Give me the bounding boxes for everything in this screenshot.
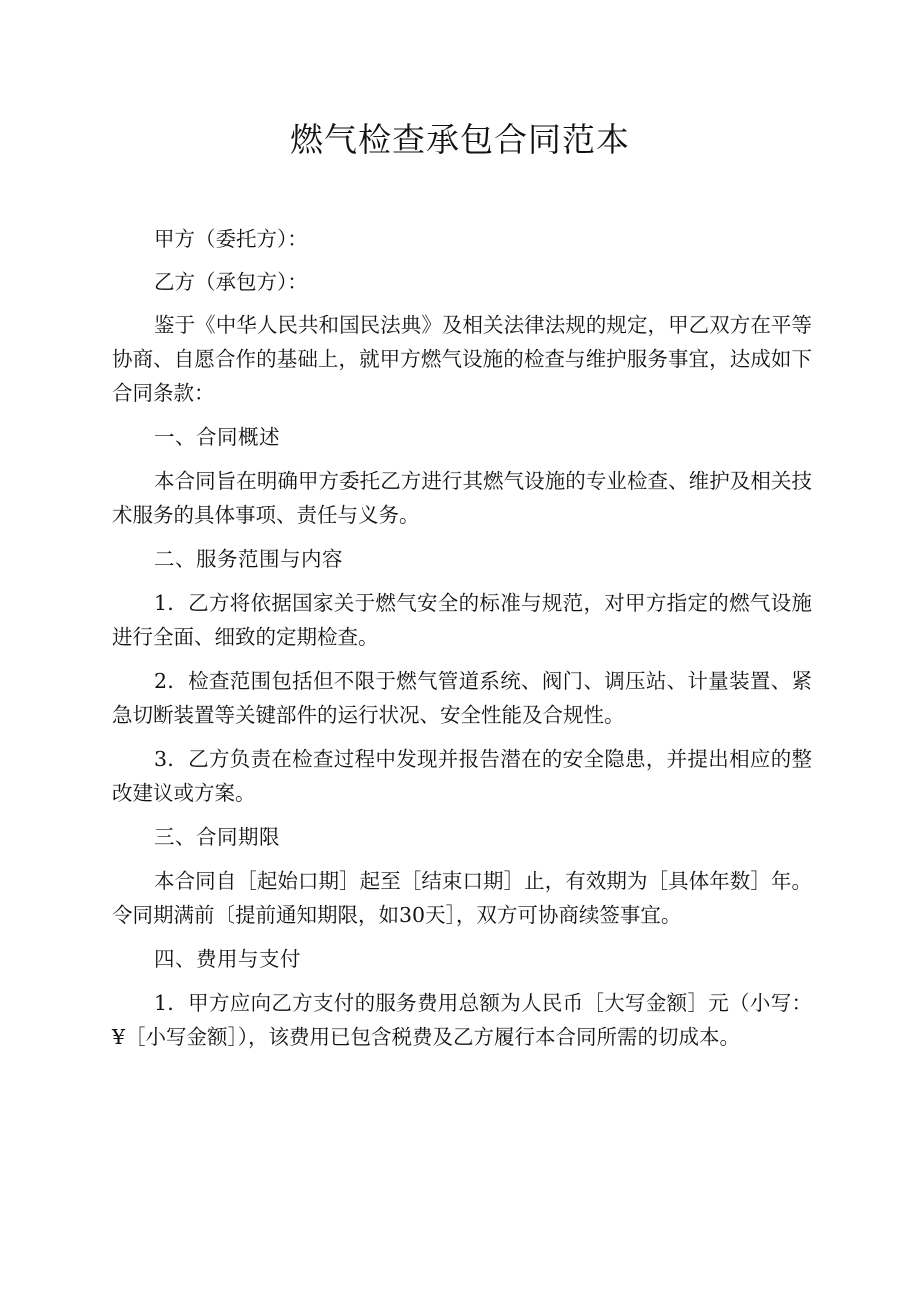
section-paragraph: 1．乙方将依据国家关于燃气安全的标准与规范，对甲方指定的燃气设施进行全面、细致的定期检查。 <box>112 591 812 649</box>
section-paragraph: 3．乙方负责在检查过程中发现并报告潜在的安全隐患，并提出相应的整改建议或方案。 <box>112 747 812 805</box>
section-heading-scope: 二、服务范围与内容 <box>154 547 343 571</box>
document-body <box>112 222 812 1054</box>
section-heading-fees: 四、费用与支付 <box>154 947 301 971</box>
document-title: 燃气检查承包合同范本 <box>290 120 630 159</box>
section-heading-overview: 一、合同概述 <box>154 425 280 449</box>
section-paragraph: 2．检查范围包括但不限于燃气管道系统、阀门、调压站、计量装置、紧急切断装置等关键部件的运行状况、安全性能及合规性。 <box>112 669 812 727</box>
section-paragraph: 1．甲方应向乙方支付的服务费用总额为人民币［大写金额］元（小写：¥［小写金额］），该费用已包含税费及乙方履行本合同所需的切成本。 <box>112 991 812 1049</box>
section-heading-term: 三、合同期限 <box>154 825 280 849</box>
preamble-paragraph: 鉴于《中华人民共和国民法典》及相关法律法规的规定，甲乙双方在平等协商、自愿合作的基础上，就甲方燃气设施的检查与维护服务事宜，达成如下合同条款： <box>112 313 812 405</box>
section-paragraph: 本合同旨在明确甲方委托乙方进行其燃气设施的专业检查、维护及相关技术服务的具体事项、责任与义务。 <box>112 469 812 527</box>
party-a-line: 甲方（委托方）： <box>154 227 308 251</box>
section-paragraph: 本合同自［起始口期］起至［结束口期］止，有效期为［具体年数］年。令同期满前〔提前通知期限，如30天］，双方可协商续签事宜。 <box>112 869 812 927</box>
party-b-line: 乙方（承包方）： <box>154 270 308 294</box>
